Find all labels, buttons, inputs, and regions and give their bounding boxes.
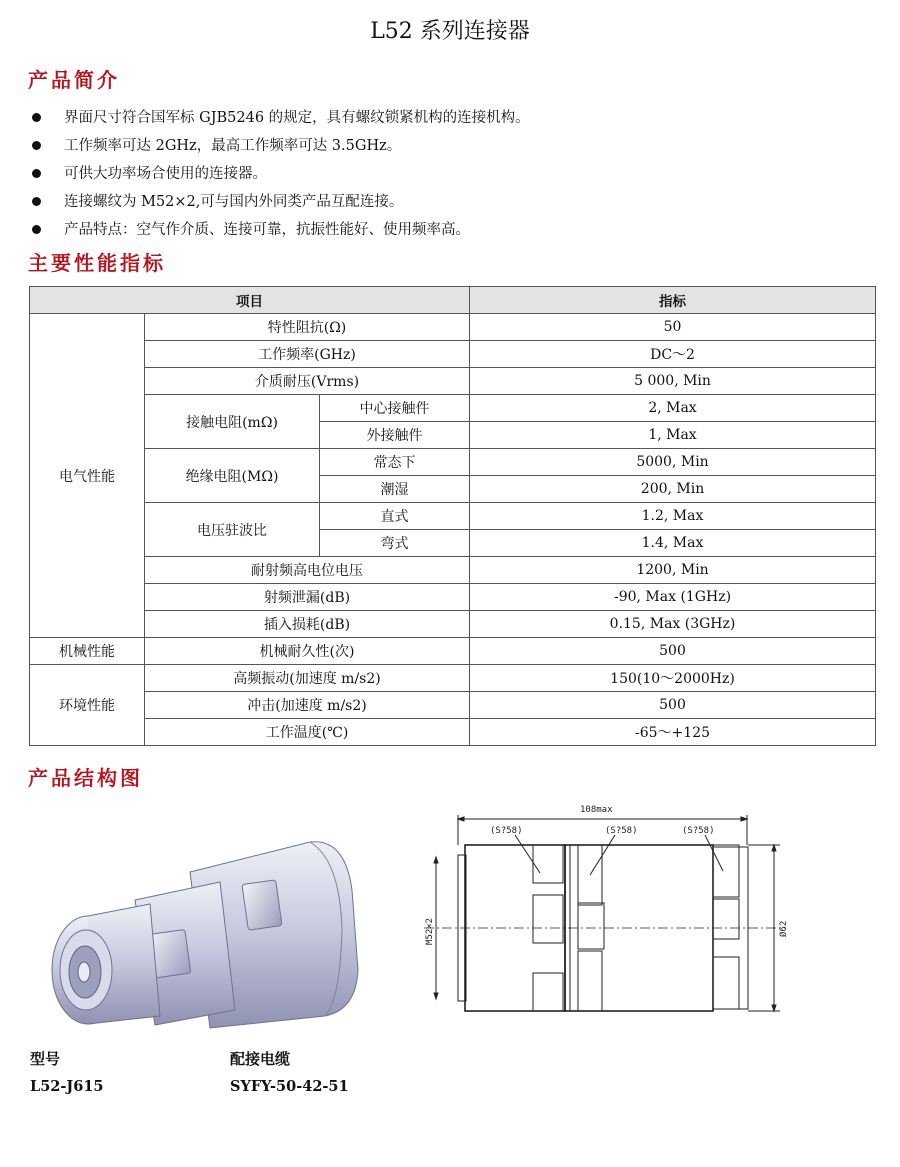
table-row bbox=[30, 638, 876, 665]
spec-name: 机械耐久性(次) bbox=[145, 638, 470, 665]
spec-value: 1200, Min bbox=[470, 557, 876, 584]
spec-subname: 直式 bbox=[320, 503, 470, 530]
connector-dimension-drawing bbox=[420, 795, 790, 1025]
spec-value: 200, Min bbox=[470, 476, 876, 503]
spec-value: 5 000, Min bbox=[470, 368, 876, 395]
spec-name: 电压驻波比 bbox=[145, 503, 320, 557]
spec-value: 500 bbox=[470, 638, 876, 665]
table-row bbox=[30, 314, 876, 341]
spec-value: 1.2, Max bbox=[470, 503, 876, 530]
spec-value: 0.15, Max (3GHz) bbox=[470, 611, 876, 638]
spec-value: 150(10～2000Hz) bbox=[470, 665, 876, 692]
spec-name: 插入损耗(dB) bbox=[145, 611, 470, 638]
cable-label: 配接电缆 bbox=[230, 1050, 291, 1068]
header-item: 项目 bbox=[30, 287, 470, 314]
table-row bbox=[30, 341, 876, 368]
dim-hex-1: (S?58) bbox=[490, 826, 523, 836]
spec-name: 接触电阻(mΩ) bbox=[145, 395, 320, 449]
table-row bbox=[30, 611, 876, 638]
dim-length: 108max bbox=[580, 805, 613, 815]
spec-name: 射频泄漏(dB) bbox=[145, 584, 470, 611]
table-row bbox=[30, 503, 876, 530]
spec-subname: 弯式 bbox=[320, 530, 470, 557]
spec-value: 1.4, Max bbox=[470, 530, 876, 557]
spec-subname: 中心接触件 bbox=[320, 395, 470, 422]
table-row bbox=[30, 395, 876, 422]
spec-subname: 外接触件 bbox=[320, 422, 470, 449]
spec-name: 特性阻抗(Ω) bbox=[145, 314, 470, 341]
connector-photo bbox=[40, 820, 380, 1040]
table-row bbox=[30, 665, 876, 692]
dim-thread: M52×2 bbox=[425, 917, 435, 945]
table-row bbox=[30, 719, 876, 746]
spec-value: 1, Max bbox=[470, 422, 876, 449]
intro-bullet: 产品特点：空气作介质、连接可靠，抗振性能好、使用频率高。 bbox=[30, 216, 530, 244]
table-row bbox=[30, 368, 876, 395]
category-electrical: 电气性能 bbox=[30, 314, 145, 638]
document-title: L52 系列连接器 bbox=[370, 19, 530, 44]
dim-hex-2: (S?58) bbox=[605, 826, 638, 836]
dim-hex-3: (S?58) bbox=[682, 826, 715, 836]
spec-subname: 常态下 bbox=[320, 449, 470, 476]
spec-value: 500 bbox=[470, 692, 876, 719]
model-value: L52-J615 bbox=[30, 1078, 104, 1095]
intro-bullet: 可供大功率场合使用的连接器。 bbox=[30, 160, 530, 188]
section-heading-specs: 主要性能指标 bbox=[28, 251, 166, 275]
table-header-row bbox=[30, 287, 876, 314]
spec-value: 50 bbox=[470, 314, 876, 341]
spec-name: 冲击(加速度 m/s2) bbox=[145, 692, 470, 719]
intro-bullet: 工作频率可达 2GHz，最高工作频率可达 3.5GHz。 bbox=[30, 132, 530, 160]
model-label: 型号 bbox=[30, 1050, 61, 1068]
spec-name: 耐射频高电位电压 bbox=[145, 557, 470, 584]
table-row bbox=[30, 449, 876, 476]
spec-value: -65～+125 bbox=[470, 719, 876, 746]
intro-bullet: 界面尺寸符合国军标 GJB5246 的规定，具有螺纹锁紧机构的连接机构。 bbox=[30, 104, 530, 132]
spec-name: 高频振动(加速度 m/s2) bbox=[145, 665, 470, 692]
spec-name: 绝缘电阻(MΩ) bbox=[145, 449, 320, 503]
spec-value: DC～2 bbox=[470, 341, 876, 368]
section-heading-intro: 产品简介 bbox=[28, 68, 120, 92]
category-mechanical: 机械性能 bbox=[30, 638, 145, 665]
spec-name: 工作频率(GHz) bbox=[145, 341, 470, 368]
spec-subname: 潮湿 bbox=[320, 476, 470, 503]
cable-value: SYFY-50-42-51 bbox=[230, 1078, 349, 1095]
table-row bbox=[30, 584, 876, 611]
dim-diameter: Ø62 bbox=[779, 920, 789, 937]
intro-bullet: 连接螺纹为 M52×2,可与国内外同类产品互配连接。 bbox=[30, 188, 530, 216]
spec-value: 2, Max bbox=[470, 395, 876, 422]
spec-value: 5000, Min bbox=[470, 449, 876, 476]
spec-table bbox=[29, 286, 876, 746]
section-heading-structure: 产品结构图 bbox=[28, 766, 143, 790]
table-row bbox=[30, 557, 876, 584]
spec-name: 介质耐压(Vrms) bbox=[145, 368, 470, 395]
table-row bbox=[30, 692, 876, 719]
spec-value: -90, Max (1GHz) bbox=[470, 584, 876, 611]
header-value: 指标 bbox=[470, 287, 876, 314]
intro-bullet-list bbox=[30, 104, 530, 244]
spec-name: 工作温度(℃) bbox=[145, 719, 470, 746]
category-environmental: 环境性能 bbox=[30, 665, 145, 746]
